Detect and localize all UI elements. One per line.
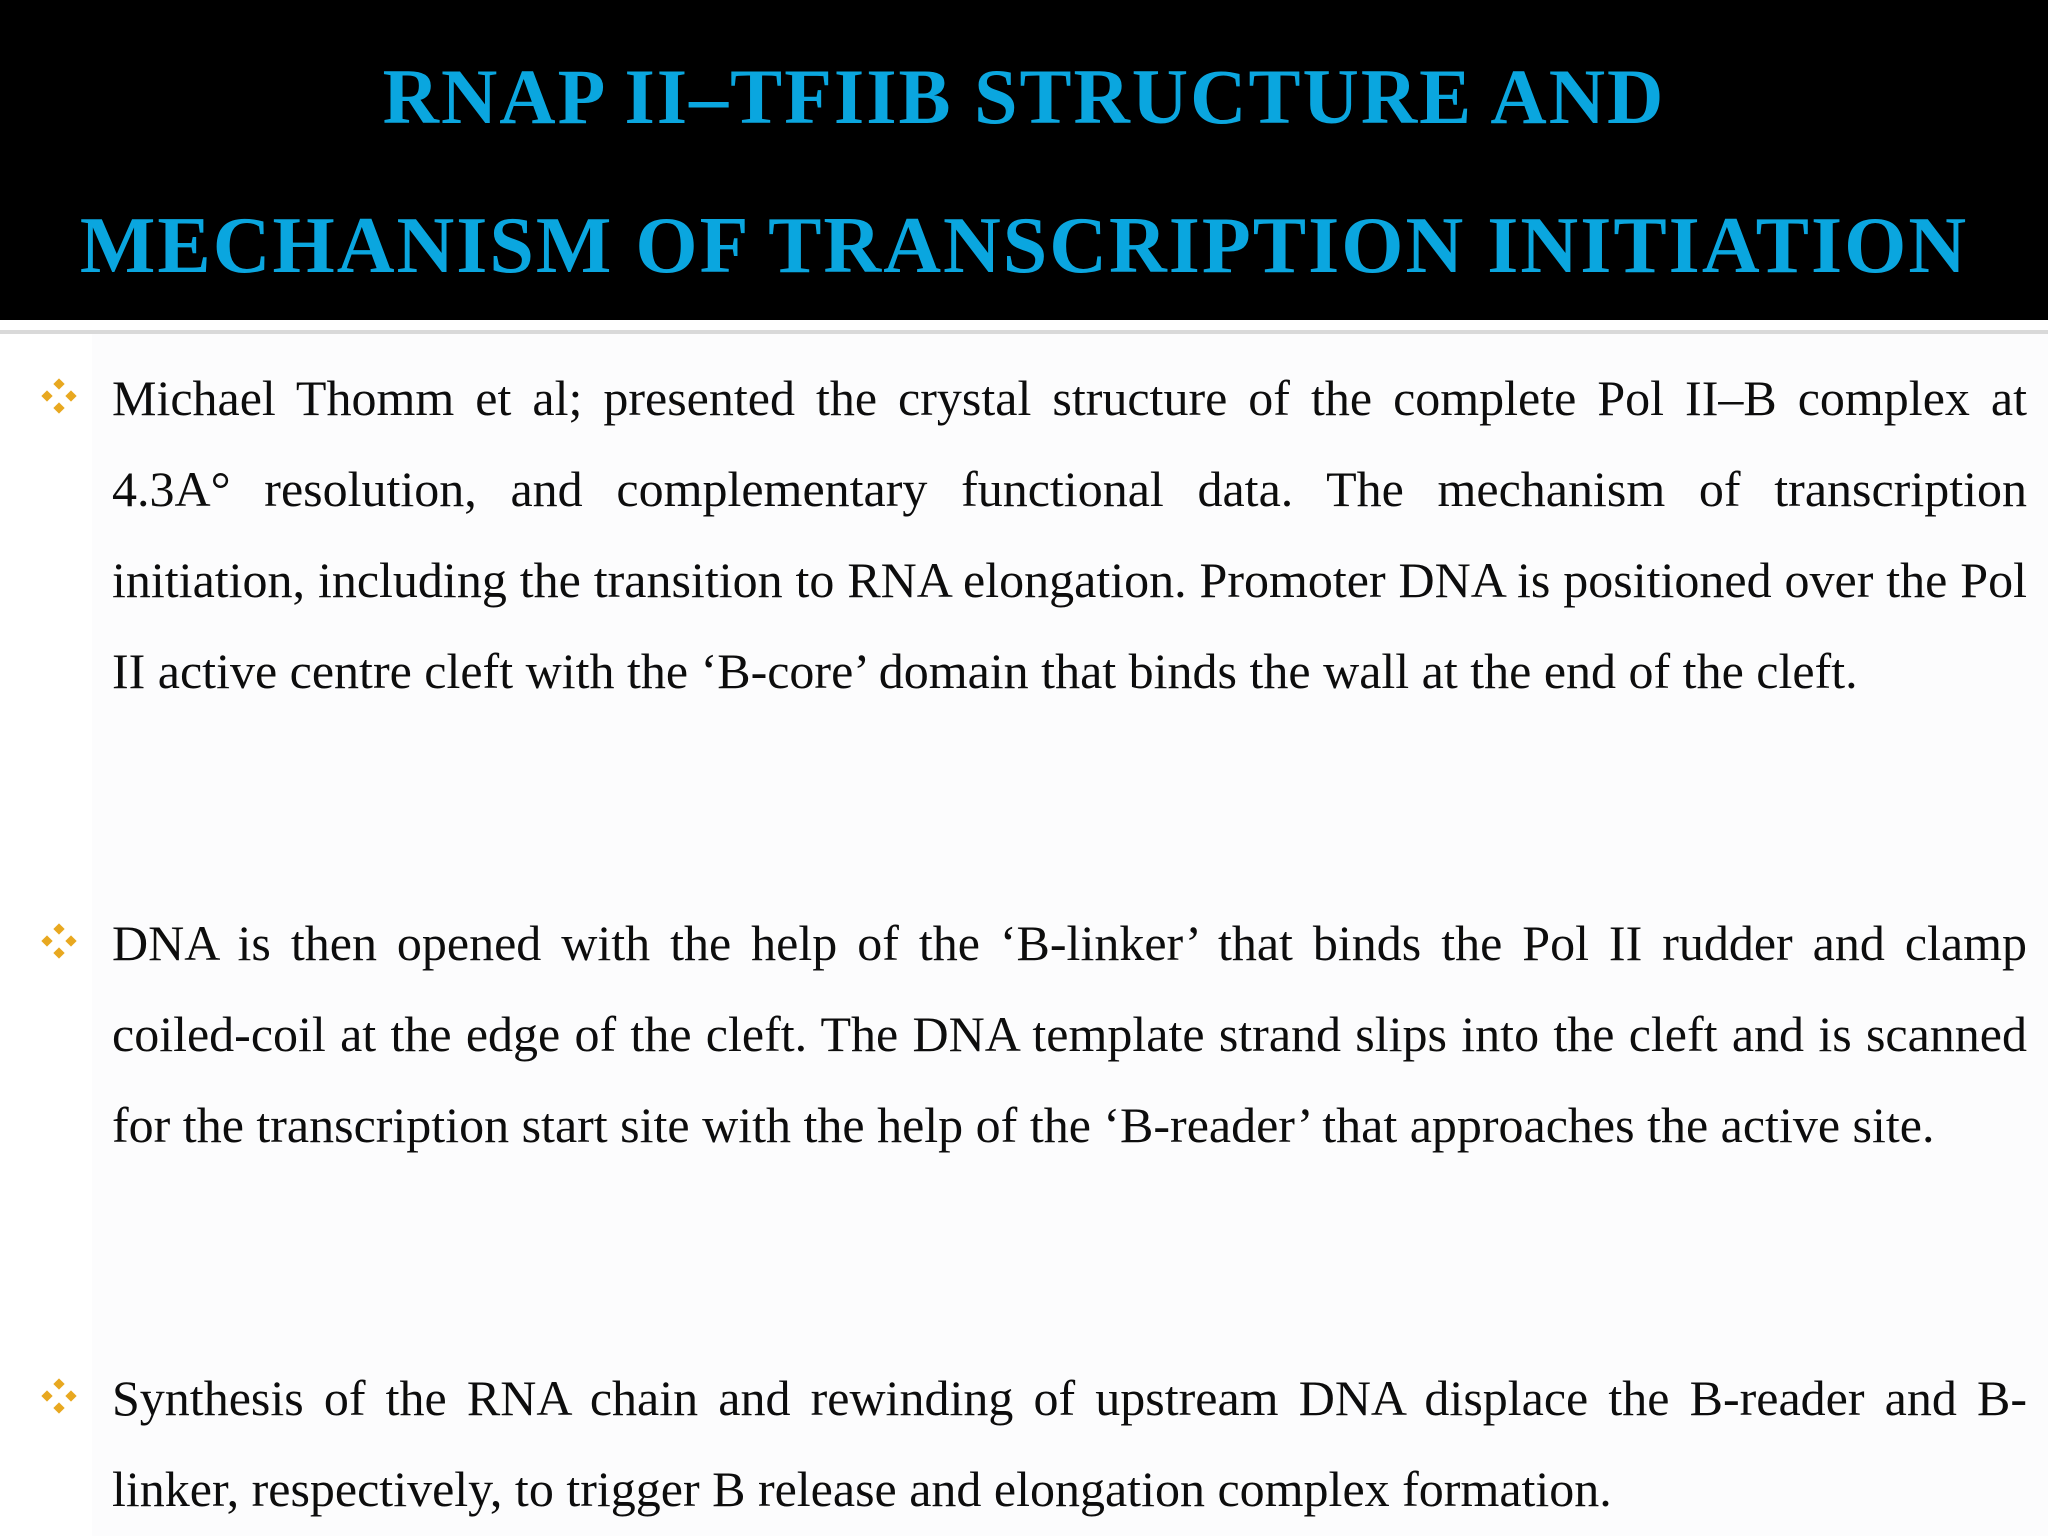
diamond-bullet-icon <box>40 922 78 960</box>
diamond-bullet-icon <box>40 1377 78 1415</box>
slide-header <box>0 0 2048 320</box>
bullet-text-3: Synthesis of the RNA chain and rewinding of upstream DNA displace the B-reader and B-linker, respectively, to trigger B release and elongation complex formation. <box>112 1370 2027 1517</box>
diamond-bullet-icon <box>40 377 78 415</box>
slide-title-line-1: RNAP II–TFIIB STRUCTURE AND <box>382 53 1666 140</box>
bullet-text-1: Michael Thomm et al; presented the crystal structure of the complete Pol II–B complex at 4.3A° resolution, and complementary functional data. The mechanism of transcription initiation, including the transition to RNA elongation. Promoter DNA is positioned over the Pol II active centre cleft with the ‘B-core’ domain that binds the wall at the end of the cleft. <box>112 370 2027 699</box>
slide-title-line-2: MECHANISM OF TRANSCRIPTION INITIATION <box>79 202 1969 290</box>
bullet-text-2: DNA is then opened with the help of the ‘B-linker’ that binds the Pol II rudder and clamp coiled-coil at the edge of the cleft. The DNA template strand slips into the cleft and is scanned for the transcription start site with the help of the ‘B-reader’ that approaches the active site. <box>112 915 2027 1153</box>
